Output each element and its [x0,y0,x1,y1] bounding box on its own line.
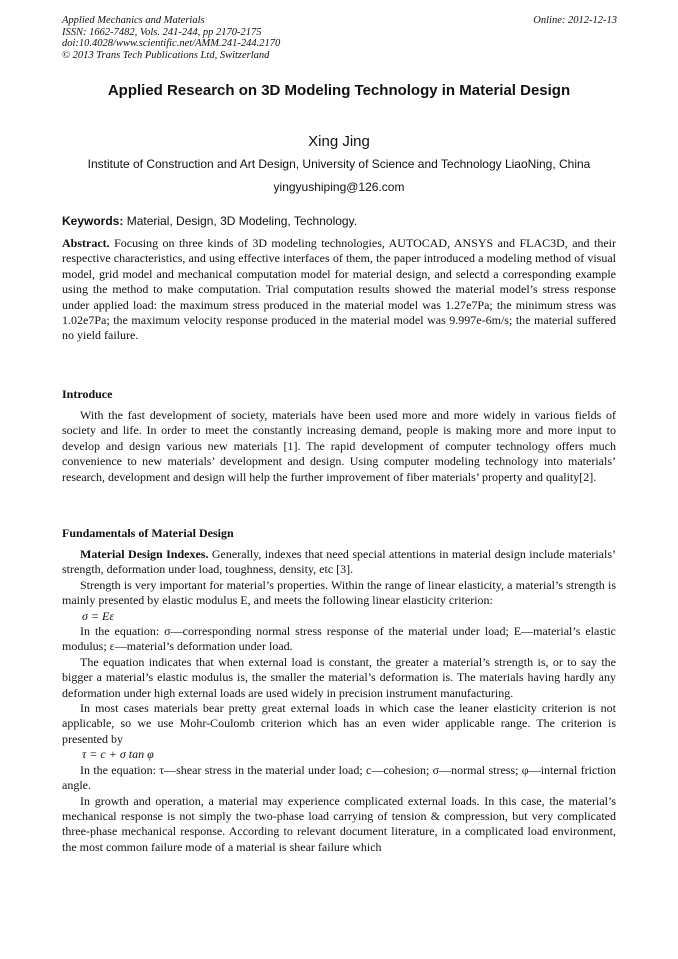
online-date: Online: 2012-12-13 [533,15,617,26]
author-email: yingyushiping@126.com [273,180,405,194]
paper-title: Applied Research on 3D Modeling Technology in Material Design [107,82,571,99]
fundamentals-section [62,547,616,855]
equation-mohr-coulomb: τ = c + σ tan φ [82,747,154,762]
complicated-loads-paragraph: In growth and operation, a material may experience complicated external loads. In this case, the material’s mechanical response is not simply the two-phase load carrying of tension & compression, but very complicated three-phase mechanical response. According to relevant document literature, in a complicated load environment, the most common failure mode of a material is shear failure which [62,793,616,854]
issn-line: ISSN: 1662-7482, Vols. 241-244, pp 2170-2175 [62,26,262,38]
strength-deformation-paragraph: The equation indicates that when external load is constant, the greater a material’s strength is, or to say the bigger a material’s elastic modulus is, the smaller the material’s deformation is. The materials having hardly any deformation under high external loads are used widely in precision instrument manufacturing. [62,654,616,700]
equation-2-explanation: In the equation: τ—shear stress in the material under load; c—cohesion; σ—normal stress; φ—internal friction angle. [62,762,616,793]
keywords-text: Material, Design, 3D Modeling, Technology. [123,214,358,228]
indexes-text: Generally, indexes that need special attentions in material design include materials’ strength, deformation under load, toughness, density, etc [3]. [62,547,617,577]
section-heading-fundamentals: Fundamentals of Material Design [62,526,234,540]
section-heading-introduce: Introduce [62,387,113,401]
author-name: Xing Jing [308,133,370,150]
journal-name: Applied Mechanics and Materials [62,15,205,26]
strength-paragraph: Strength is very important for material’s properties. Within the range of linear elasticity, a material’s strength is mainly presented by elastic modulus E, and meets the following linear elasticity criterion: [62,577,616,608]
copyright-line: © 2013 Trans Tech Publications Ltd, Switzerland [62,49,270,61]
indexes-paragraph [62,547,616,578]
doi-line: doi:10.4028/www.scientific.net/AMM.241-244.2170 [62,38,281,49]
journal-header [62,15,617,61]
abstract-label: Abstract. [62,236,110,250]
keywords-label: Keywords: [62,214,124,228]
mohr-coulomb-paragraph: In most cases materials bear pretty great external loads in which case the leaner elasticity criterion is not applicable, so we use Mohr-Coulomb criterion which has an even wider applicable range. The criterion is presented by [62,701,616,746]
indexes-label: Material Design Indexes. [80,547,209,561]
introduce-paragraph: With the fast development of society, materials have been used more and more widely in various fields of society and life. In order to meet the constantly increasing demand, people is making more and more input to develop and design various new materials [1]. The rapid development of computer technology offers much convenience to new materials’ development and design. Using computer modeling technology into materials’ research, development and design will help the further improvement of fiber materials’ property and quality[2]. [62,408,616,484]
keywords [62,214,357,228]
equation-1-explanation: In the equation: σ—corresponding normal stress response of the material under load; E—material’s elastic modulus; ε—material’s deformation under load. [62,624,616,654]
equation-linear-elasticity: σ = Eε [82,608,115,623]
affiliation: Institute of Construction and Art Design, University of Science and Technology LiaoNing, China [87,157,591,171]
abstract-text: Focusing on three kinds of 3D modeling technologies, AUTOCAD, ANSYS and FLAC3D, and their respective characteristics, and using effective interfaces of them, the paper introduced a modeling method of visual model, grid model and mechanical computation model for material design, and selectd a corresponding example using the method to make computation. Trial computation results showed the material model’s stress response under applied load: the maximum stress produced in the material model was 1.27e7Pa; the minimum stress was 1.02e7Pa; the maximum velocity response produced in the material model was 9.997e-6m/s; the material suffered no yield failure. [62,236,616,343]
abstract [62,236,616,344]
introduce-section [62,408,616,485]
